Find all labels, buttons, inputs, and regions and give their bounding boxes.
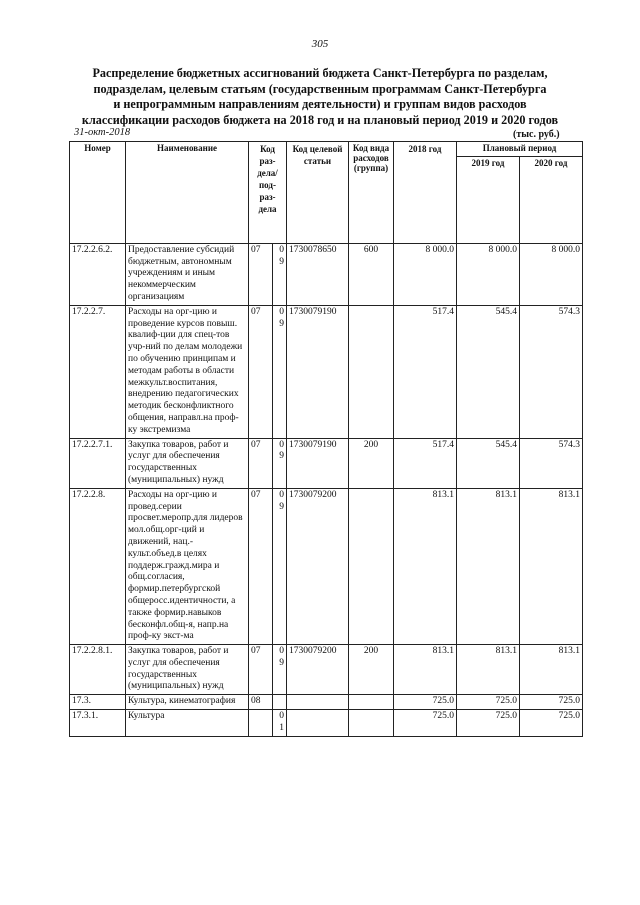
budget-table [69,141,583,737]
row-value-2019: 725.0 [457,695,520,710]
row-value-2019: 725.0 [457,710,520,737]
row-value-2019: 545.4 [457,305,520,438]
table-body [70,243,583,736]
row-value-2020: 725.0 [520,695,583,710]
row-value-2020: 574.3 [520,305,583,438]
row-name: Предоставление субсидий бюджетным, автономным учреждениям и иным некоммерческим организациям [126,243,249,305]
row-name: Культура, кинематография [126,695,249,710]
header-2020: 2020 год [520,156,583,243]
row-section [249,710,273,737]
row-target-code [287,695,349,710]
row-name: Культура [126,710,249,737]
row-value-2018: 517.4 [394,438,457,488]
row-value-2019: 813.1 [457,645,520,695]
row-subsection: 09 [273,645,287,695]
report-date: 31-окт-2018 [74,127,131,138]
row-target-code: 1730079200 [287,645,349,695]
title-line: классификации расходов бюджета на 2018 год и на плановый период 2019 и 2020 годов [81,112,559,127]
page-number: 305 [311,38,329,50]
row-subsection: 01 [273,710,287,737]
row-section: 07 [249,645,273,695]
table-row [70,710,583,737]
title-line: Распределение бюджетных ассигнований бюджета Санкт-Петербурга по разделам, [92,66,548,80]
row-name: Закупка товаров, работ и услуг для обеспечения государственных (муниципальных) нужд [126,645,249,695]
row-value-2020: 574.3 [520,438,583,488]
row-value-2020: 813.1 [520,488,583,644]
table-row [70,488,583,644]
header-number: Номер [70,142,126,244]
row-target-code: 1730078650 [287,243,349,305]
title-line: и непрограммным направлениям деятельности) и группам видов расходов [113,97,527,111]
header-expense-type: Код вида расходов (группа) [349,142,394,244]
row-subsection: 09 [273,488,287,644]
row-expense-type: 600 [349,243,394,305]
row-section: 07 [249,305,273,438]
header-2018: 2018 год [394,142,457,244]
header-name: Наименование [126,142,249,244]
table-row [70,305,583,438]
row-section: 07 [249,488,273,644]
units-label: (тыс. руб.) [513,129,560,140]
row-name: Закупка товаров, работ и услуг для обеспечения государственных (муниципальных) нужд [126,438,249,488]
row-number: 17.3. [70,695,126,710]
row-value-2018: 725.0 [394,695,457,710]
row-expense-type [349,710,394,737]
header-section-code: Код раз-дела/под-раз-дела [249,142,287,244]
table-row [70,645,583,695]
row-value-2019: 545.4 [457,438,520,488]
row-value-2018: 813.1 [394,488,457,644]
row-value-2018: 813.1 [394,645,457,695]
row-name: Расходы на орг-цию и проведение курсов повыш. квалиф-ции для спец-тов учр-ний по делам молодежи по обучению принципам и методам работы в области межкульт.воспитания, внедрению педагогических методик бесконфликтного общения, направл.на проф-ку экстремизма [126,305,249,438]
row-section: 07 [249,243,273,305]
row-target-code: 1730079200 [287,488,349,644]
row-section: 08 [249,695,273,710]
row-target-code: 1730079190 [287,305,349,438]
row-value-2020: 8 000.0 [520,243,583,305]
title-line: подразделам, целевым статьям (государственным программам Санкт-Петербурга [93,81,547,96]
row-expense-type [349,488,394,644]
table-row [70,243,583,305]
row-number: 17.2.2.8.1. [70,645,126,695]
row-value-2019: 813.1 [457,488,520,644]
row-number: 17.2.2.7. [70,305,126,438]
row-expense-type: 200 [349,645,394,695]
row-name: Расходы на орг-цию и провед.серии просвет.меропр.для лидеров мол.общ.орг-ций и движений, нац.-культ.объед.в целях поддерж.гражд.мира и общ.согласия, формир.петербургской общеросс.идентичности, а также формир.навыков бесконфл.общ-я, напр.на проф-ку экст-ма [126,488,249,644]
row-value-2018: 8 000.0 [394,243,457,305]
row-value-2018: 725.0 [394,710,457,737]
document-title [60,66,580,128]
row-subsection: 09 [273,438,287,488]
row-subsection: 09 [273,243,287,305]
row-target-code [287,710,349,737]
row-number: 17.2.2.8. [70,488,126,644]
row-value-2019: 8 000.0 [457,243,520,305]
row-subsection: 09 [273,305,287,438]
table-row [70,695,583,710]
row-expense-type [349,695,394,710]
row-number: 17.2.2.7.1. [70,438,126,488]
row-expense-type [349,305,394,438]
row-value-2020: 813.1 [520,645,583,695]
header-2019: 2019 год [457,156,520,243]
row-number: 17.3.1. [70,710,126,737]
row-value-2018: 517.4 [394,305,457,438]
header-target-code: Код целевой статьи [287,142,349,244]
table-row [70,438,583,488]
row-target-code: 1730079190 [287,438,349,488]
row-section: 07 [249,438,273,488]
row-expense-type: 200 [349,438,394,488]
row-number: 17.2.2.6.2. [70,243,126,305]
row-value-2020: 725.0 [520,710,583,737]
row-subsection [273,695,287,710]
header-plan-period: Плановый период [457,142,583,157]
